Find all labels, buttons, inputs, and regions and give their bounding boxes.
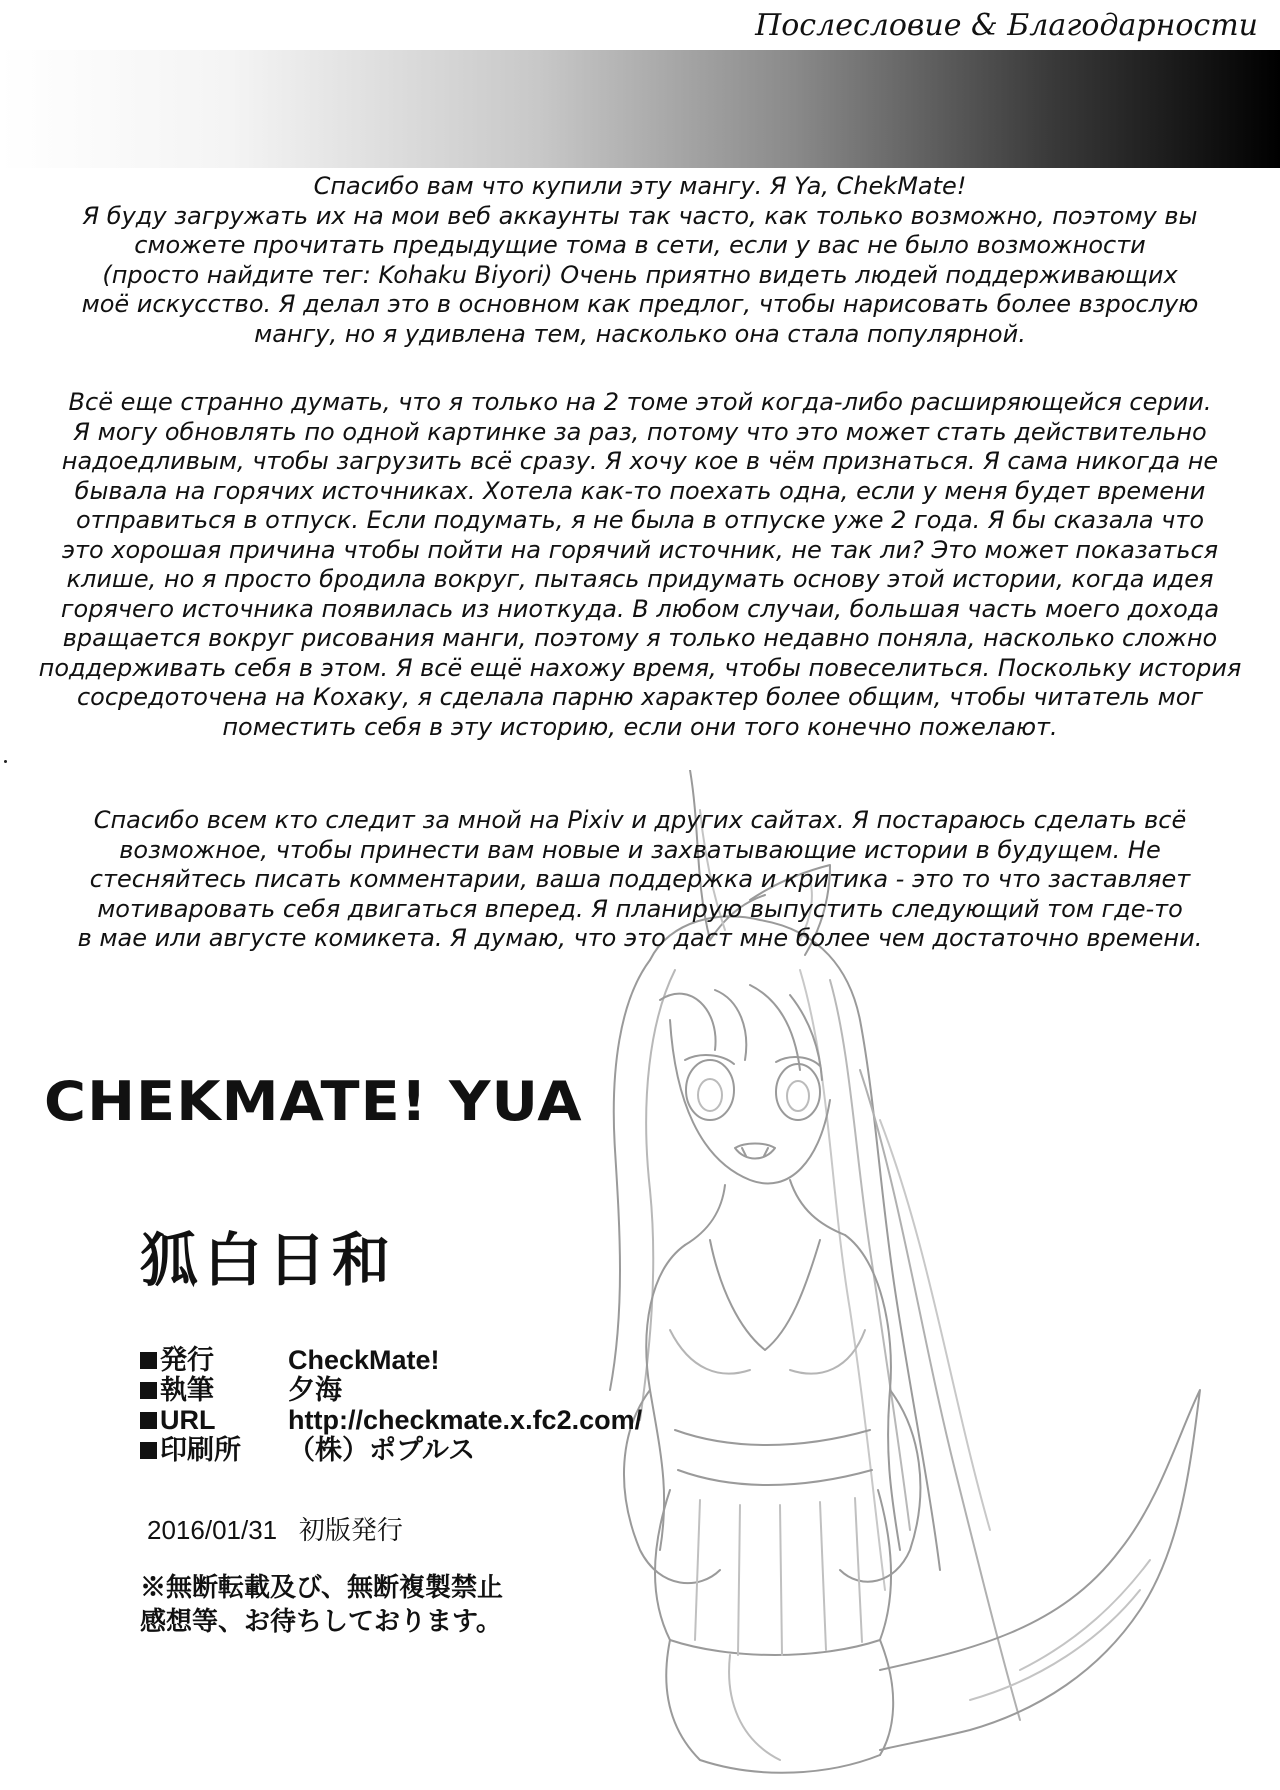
colophon-row: [140, 1345, 642, 1375]
colophon-row: [140, 1435, 642, 1465]
colophon-value: CheckMate!: [288, 1345, 440, 1375]
stray-dot: [4, 760, 7, 763]
afterword-paragraph-1: Спасибо вам что купили эту мангу. Я Ya, ChekMate! Я буду загружать их на мои веб аккаунты так часто, как только возможно, поэтому вы сможете прочитать предыдущие тома в сети, если у вас не было возможности (просто найдите тег: Kohaku Biyori) Очень приятно видеть людей поддерживающих моё искусство. Я делал это в основном как предлог, чтобы нарисовать более взрослую мангу, но я удивлена тем, насколько она стала популярной.: [81, 172, 1199, 348]
publication-date-line: [147, 1510, 403, 1547]
colophon-value: （株）ポプルス: [288, 1435, 476, 1465]
colophon-row: [140, 1375, 642, 1405]
page-header: [700, 0, 1280, 50]
copyright-notice: [140, 1570, 503, 1638]
book-title: 狐白日和: [140, 1226, 397, 1294]
colophon-value: 夕海: [288, 1375, 342, 1405]
square-bullet-icon: [140, 1412, 157, 1429]
colophon-url: http://checkmate.x.fc2.com/: [288, 1405, 643, 1435]
square-bullet-icon: [140, 1442, 157, 1459]
colophon-key: 執筆: [140, 1375, 288, 1405]
square-bullet-icon: [140, 1352, 157, 1369]
notice-line: ※無断転載及び、無断複製禁止: [140, 1572, 503, 1602]
colophon-key: URL: [140, 1405, 288, 1435]
afterword-paragraph-3: Спасибо всем кто следит за мной на Pixiv и других сайтах. Я постараюсь сделать всё возможное, чтобы принести вам новые и захватывающие истории в будущем. Не стесняйтесь писать комментарии, ваша поддержка и критика - это то что заставляет мотиваровать себя двигаться вперед. Я планирую выпустить следующий том где-то в мае или августе комикета. Я думаю, что это даст мне более чем достаточно времени.: [77, 806, 1203, 952]
afterword-paragraph-2: Всё еще странно думать, что я только на 2 томе этой когда-либо расширяющейся серии. Я могу обновлять по одной картинке за раз, потому что это может стать действительно надоедливым, чтобы загрузить всё сразу. Я хочу кое в чём признаться. Я сама никогда не бывала на горячих источниках. Хотела как-то поехать одна, если у меня будет времени отправиться в отпуск. Если подумать, я не была в отпуске уже 2 года. Я бы сказала что это хорошая причина чтобы пойти на горячий источник, не так ли? Это может показаться клише, но я просто бродила вокруг, пытаясь придумать основу этой истории, когда идея горячего источника появилась из ниоткуда. В любом случаи, большая часть моего дохода вращается вокруг рисования манги, поэтому я только недавно поняла, насколько сложно поддерживать себя в этом. Я всё ещё нахожу время, чтобы повеселиться. Поскольку история сосредоточена на Кохаку, я сделала парню характер более общим, чтобы читатель мог поместить себя в эту историю, если они того конечно пожелают.: [38, 388, 1242, 741]
square-bullet-icon: [140, 1382, 157, 1399]
colophon-row: [140, 1405, 642, 1435]
colophon-key: 発行: [140, 1345, 288, 1375]
colophon-key: 印刷所: [140, 1435, 288, 1465]
publication-date: 2016/01/31: [147, 1515, 278, 1545]
notice-line: 感想等、お待ちしております。: [140, 1606, 502, 1636]
header-gradient-banner: [0, 50, 1280, 168]
colophon: [140, 1345, 642, 1465]
author-brand: CHEKMATE! YUA: [44, 1070, 583, 1133]
page-title: Послесловие & Благодарности: [755, 7, 1258, 43]
edition-label: 初版発行: [298, 1515, 403, 1545]
